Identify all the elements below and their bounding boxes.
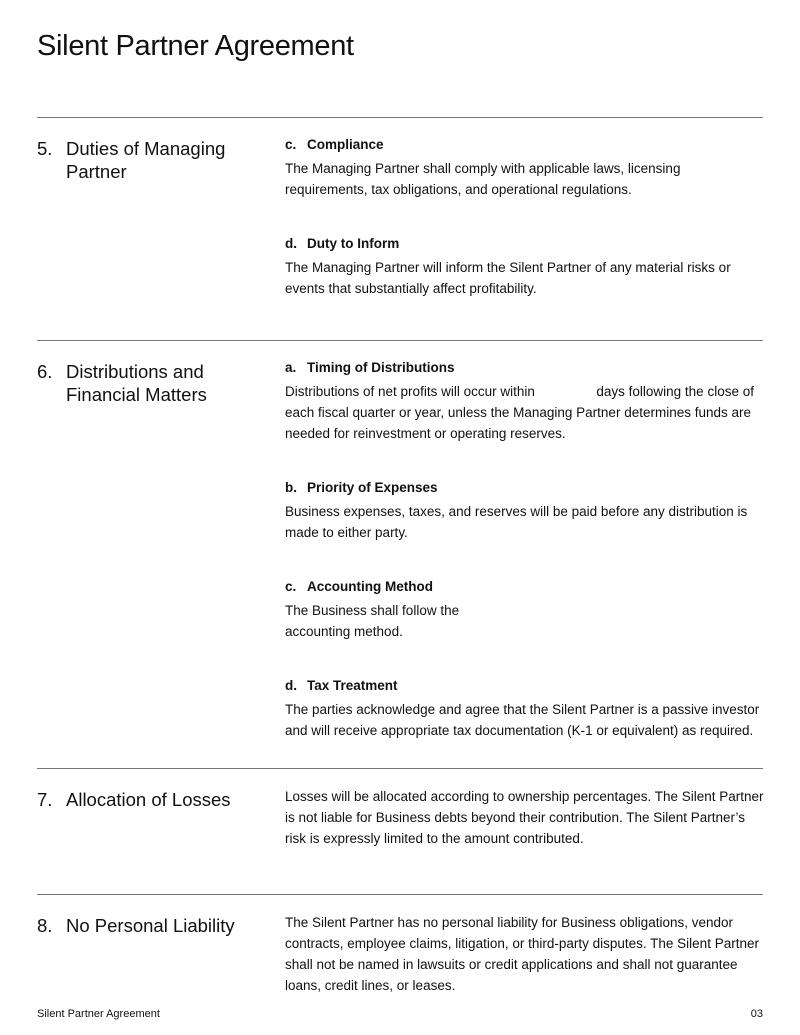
subsection-duty-to-inform — [285, 235, 765, 299]
sub-letter: b. — [285, 480, 297, 495]
section-text: The Silent Partner has no personal liability for Business obligations, vendor contracts, employee claims, litigation, or third-party disputes. The Silent Partner shall not be named in lawsuits or credit applications and shall not guarantee loans, credit lines, or leases. — [285, 915, 759, 993]
sub-text: The Business shall follow the — [285, 603, 460, 618]
section-number: 7. — [37, 789, 53, 810]
sub-text: accounting method. — [285, 624, 403, 639]
section-title: No Personal Liability — [66, 915, 235, 936]
section-duties — [37, 117, 763, 296]
page-number: 03 — [750, 1008, 763, 1020]
sub-letter: c. — [285, 137, 297, 152]
section-liability — [37, 894, 763, 993]
sub-text: Business expenses, taxes, and reserves will be paid before any distribution is made to either party. — [285, 504, 748, 540]
section-title: Duties of Managing Partner — [66, 138, 226, 182]
sub-letter: d. — [285, 236, 297, 251]
section-number: 8. — [37, 915, 53, 936]
sub-heading: Tax Treatment — [307, 678, 398, 693]
sub-text: The Managing Partner shall comply with applicable laws, licensing requirements, tax obligations, and operational regulations. — [285, 161, 681, 197]
subsection-timing — [285, 359, 765, 444]
section-title: Allocation of Losses — [66, 789, 231, 810]
sub-letter: d. — [285, 678, 297, 693]
subsection-tax — [285, 677, 765, 741]
accounting-method-field[interactable] — [459, 601, 709, 615]
sub-letter: a. — [285, 360, 297, 375]
days-field[interactable] — [539, 382, 593, 396]
section-losses — [37, 768, 764, 846]
sub-heading: Priority of Expenses — [307, 480, 438, 495]
sub-letter: c. — [285, 579, 297, 594]
sub-heading: Duty to Inform — [307, 236, 400, 251]
sub-heading: Accounting Method — [307, 579, 433, 594]
sub-text: days following the close of each fiscal quarter or year, unless the Managing Partner determines funds are needed for reinvestment or operating reserves. — [285, 384, 754, 441]
subsection-compliance — [285, 136, 765, 200]
subsection-accounting — [285, 578, 765, 642]
section-number: 5. — [37, 138, 53, 159]
page-title: Silent Partner Agreement — [37, 30, 354, 62]
sub-text: Distributions of net profits will occur within — [285, 384, 535, 399]
section-distributions — [37, 340, 763, 738]
footer-title: Silent Partner Agreement — [37, 1008, 160, 1020]
section-number: 6. — [37, 361, 53, 382]
sub-heading: Timing of Distributions — [307, 360, 455, 375]
subsection-priority — [285, 479, 765, 543]
section-title: Distributions and Financial Matters — [66, 361, 207, 405]
sub-text: The Managing Partner will inform the Silent Partner of any material risks or events that substantially affect profitability. — [285, 260, 731, 296]
section-text: Losses will be allocated according to ownership percentages. The Silent Partner is not liable for Business debts beyond their contribution. The Silent Partner’s risk is expressly limited to the amount contributed. — [285, 789, 764, 846]
sub-heading: Compliance — [307, 137, 384, 152]
sub-text: The parties acknowledge and agree that the Silent Partner is a passive investor and will receive appropriate tax documentation (K-1 or equivalent) as required. — [285, 702, 760, 738]
